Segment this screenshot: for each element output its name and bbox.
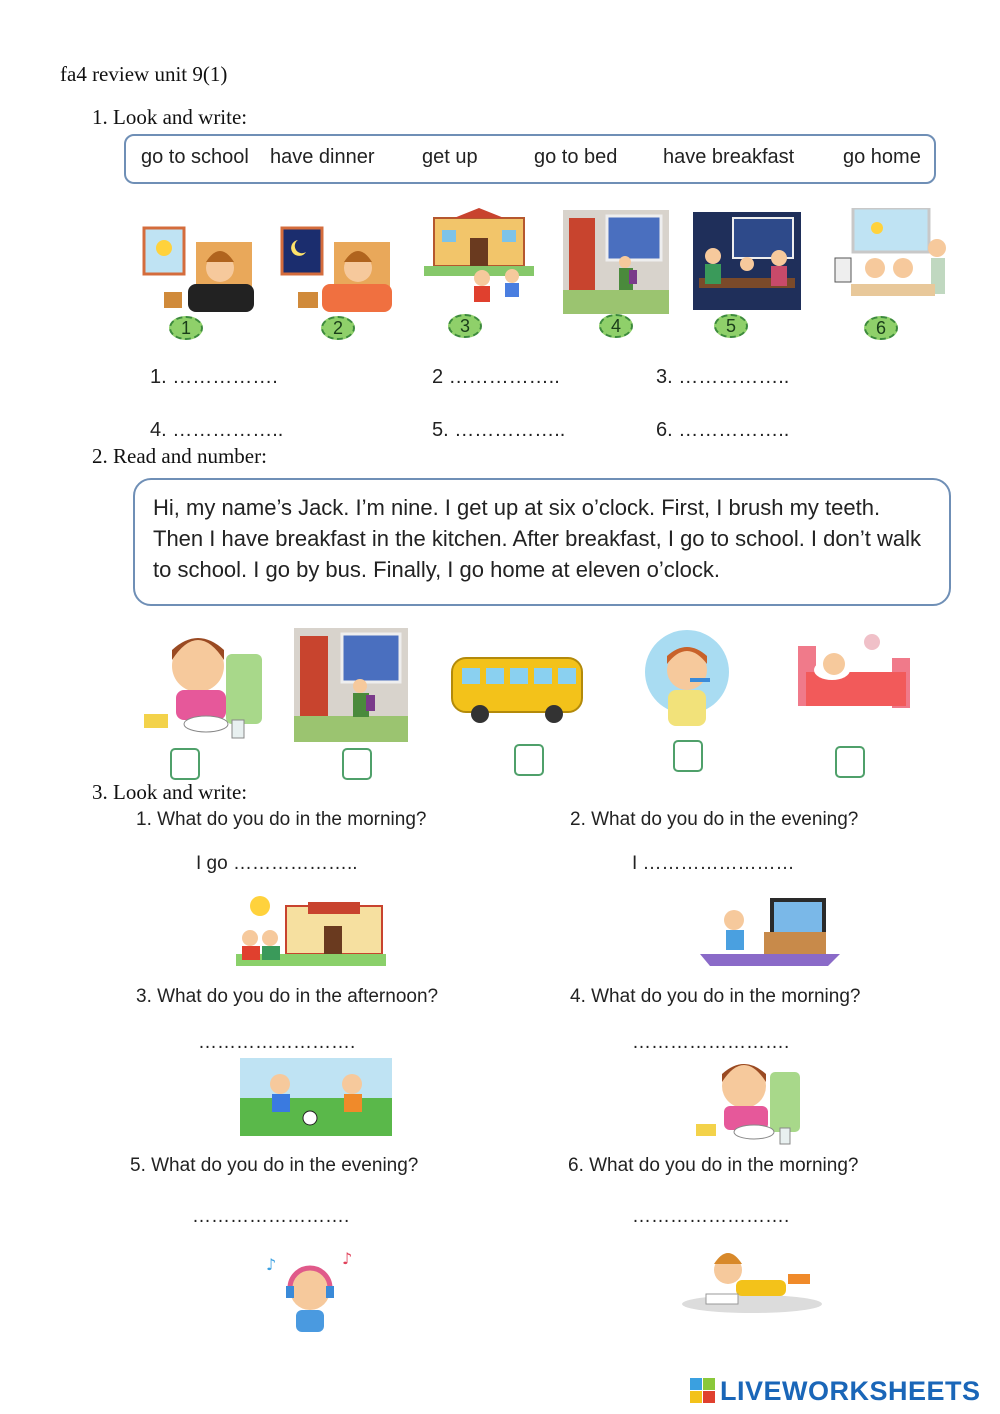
- word-have-dinner: have dinner: [270, 146, 375, 168]
- question-4: 4. What do you do in the morning?: [570, 986, 861, 1007]
- badge-5: 5: [714, 314, 748, 338]
- answer-blank-5[interactable]: 5. ……………..: [432, 419, 566, 441]
- boys-playing-football-image: [240, 1058, 392, 1136]
- section2-heading: 2. Read and number:: [92, 444, 267, 468]
- question-3: 3. What do you do in the afternoon?: [136, 986, 439, 1007]
- answer-blank-3[interactable]: 3. ……………..: [656, 366, 790, 388]
- badge-4: 4: [599, 314, 633, 338]
- badge-1: 1: [169, 316, 203, 340]
- answer-blank-2[interactable]: 2 ……………..: [432, 366, 560, 388]
- question-5: 5. What do you do in the evening?: [130, 1155, 419, 1176]
- girl-waking-morning-image: [138, 222, 256, 314]
- girl-in-bed-image: [796, 628, 912, 720]
- badge-3: 3: [448, 314, 482, 338]
- answer-line-1[interactable]: I go ………………..: [196, 853, 358, 874]
- question-1: 1. What do you do in the morning?: [136, 809, 427, 830]
- answer-line-6[interactable]: …………………….: [632, 1206, 790, 1227]
- kids-at-school-image: [236, 892, 386, 966]
- svg-text:♪: ♪: [342, 1249, 353, 1268]
- liveworksheets-logo-icon: [690, 1378, 716, 1404]
- answer-blank-6[interactable]: 6. ……………..: [656, 419, 790, 441]
- boy-watching-tv-image: [700, 898, 840, 966]
- word-go-to-school: go to school: [141, 146, 249, 168]
- answer-blank-4[interactable]: 4. ……………..: [150, 419, 284, 441]
- boy-walking-home-image: [294, 628, 408, 742]
- girl-bed-night-image: [276, 222, 394, 314]
- word-go-to-bed: go to bed: [534, 146, 618, 168]
- liveworksheets-logo[interactable]: LIVEWORKSHEETS: [720, 1376, 981, 1406]
- family-dinner-image: [693, 212, 801, 310]
- boy-going-home-image: [563, 210, 669, 314]
- boy-brushing-teeth-image: [644, 626, 730, 728]
- girl-drawing-image: [676, 1246, 822, 1316]
- word-have-breakfast: have breakfast: [663, 146, 795, 168]
- section1-heading: 1. Look and write:: [92, 105, 248, 129]
- girl-listening-music-image: [262, 1248, 358, 1334]
- kids-going-to-school-image: [424, 208, 534, 308]
- page-title: fa4 review unit 9(1): [60, 62, 228, 86]
- family-breakfast-image: [833, 208, 951, 312]
- girl-having-breakfast-image: [690, 1052, 802, 1146]
- word-go-home: go home: [843, 146, 921, 168]
- answer-line-4[interactable]: …………………….: [632, 1032, 790, 1053]
- question-6: 6. What do you do in the morning?: [568, 1155, 859, 1176]
- girl-eating-breakfast-image: [136, 624, 264, 742]
- reading-text: Hi, my name’s Jack. I’m nine. I get up at six o’clock. First, I brush my teeth. Then I have breakfast in the kitchen. After breakfast, I go to school. I don’t walk to school. I go by bus. Finally, I go home at eleven o’clock.: [133, 478, 951, 606]
- school-bus-image: [450, 652, 584, 724]
- number-box-3[interactable]: [514, 744, 544, 776]
- answer-blank-1[interactable]: 1. …………….: [150, 366, 278, 388]
- badge-2: 2: [321, 316, 355, 340]
- number-box-2[interactable]: [342, 748, 372, 780]
- svg-text:♪: ♪: [266, 1255, 277, 1274]
- number-box-5[interactable]: [835, 746, 865, 778]
- badge-6: 6: [864, 316, 898, 340]
- section3-heading: 3. Look and write:: [92, 780, 248, 804]
- answer-line-2[interactable]: I ……………………: [632, 853, 795, 874]
- answer-line-3[interactable]: …………………….: [198, 1032, 356, 1053]
- answer-line-5[interactable]: …………………….: [192, 1206, 350, 1227]
- word-get-up: get up: [422, 146, 478, 168]
- number-box-4[interactable]: [673, 740, 703, 772]
- question-2: 2. What do you do in the evening?: [570, 809, 859, 830]
- number-box-1[interactable]: [170, 748, 200, 780]
